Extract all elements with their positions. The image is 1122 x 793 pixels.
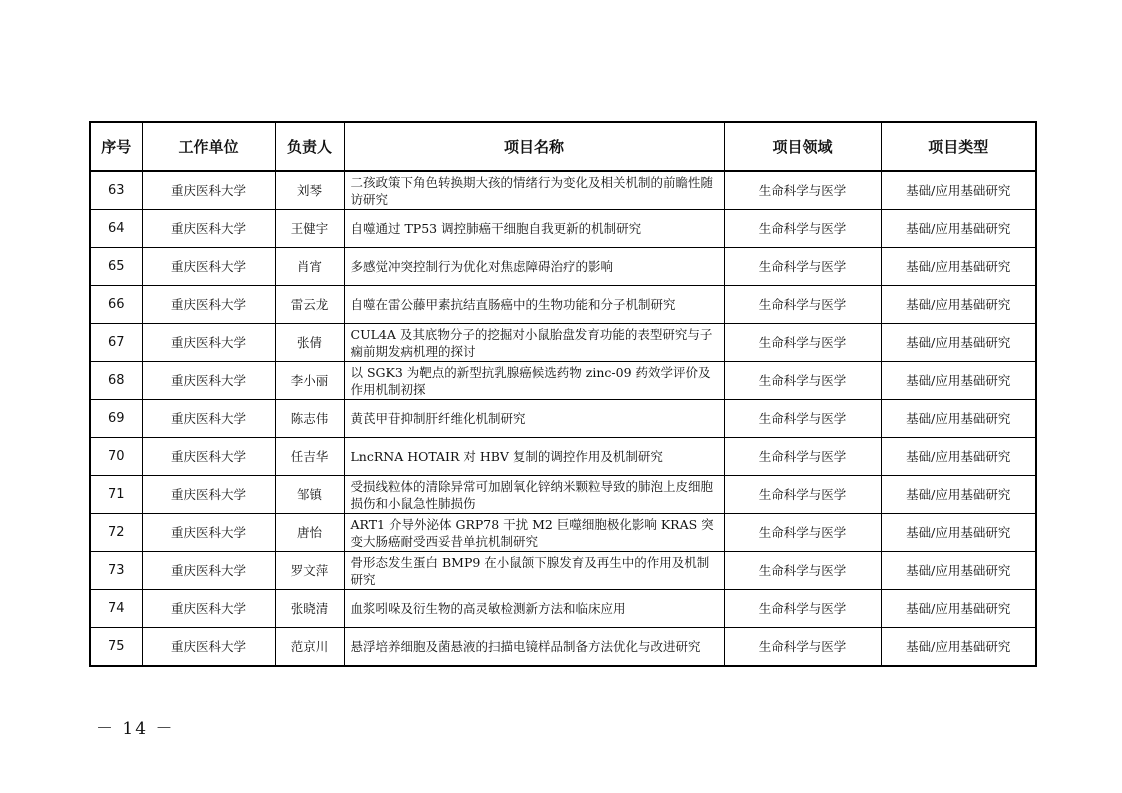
cell-no: 64 xyxy=(90,210,142,248)
cell-leader: 范京川 xyxy=(275,628,344,667)
cell-no: 65 xyxy=(90,248,142,286)
cell-unit: 重庆医科大学 xyxy=(142,324,275,362)
table-row xyxy=(90,362,1036,400)
cell-leader: 唐怡 xyxy=(275,514,344,552)
cell-no: 70 xyxy=(90,438,142,476)
table-row xyxy=(90,171,1036,210)
cell-type: 基础/应用基础研究 xyxy=(881,324,1036,362)
cell-project-name: 骨形态发生蛋白 BMP9 在小鼠颌下腺发育及再生中的作用及机制研究 xyxy=(344,552,724,590)
cell-type: 基础/应用基础研究 xyxy=(881,514,1036,552)
table-row xyxy=(90,552,1036,590)
cell-unit: 重庆医科大学 xyxy=(142,248,275,286)
cell-project-name: 多感觉冲突控制行为优化对焦虑障碍治疗的影响 xyxy=(344,248,724,286)
cell-project-name: CUL4A 及其底物分子的挖掘对小鼠胎盘发育功能的表型研究与子痫前期发病机理的探讨 xyxy=(344,324,724,362)
cell-no: 72 xyxy=(90,514,142,552)
cell-type: 基础/应用基础研究 xyxy=(881,400,1036,438)
cell-leader: 王健宇 xyxy=(275,210,344,248)
cell-no: 66 xyxy=(90,286,142,324)
cell-project-name: 以 SGK3 为靶点的新型抗乳腺癌候选药物 zinc-09 药效学评价及作用机制初探 xyxy=(344,362,724,400)
cell-unit: 重庆医科大学 xyxy=(142,438,275,476)
cell-project-name: 受损线粒体的清除异常可加剧氧化锌纳米颗粒导致的肺泡上皮细胞损伤和小鼠急性肺损伤 xyxy=(344,476,724,514)
cell-no: 75 xyxy=(90,628,142,667)
cell-unit: 重庆医科大学 xyxy=(142,286,275,324)
cell-field: 生命科学与医学 xyxy=(724,514,881,552)
cell-leader: 陈志伟 xyxy=(275,400,344,438)
table-row xyxy=(90,628,1036,667)
cell-type: 基础/应用基础研究 xyxy=(881,362,1036,400)
cell-type: 基础/应用基础研究 xyxy=(881,286,1036,324)
cell-leader: 张晓清 xyxy=(275,590,344,628)
cell-field: 生命科学与医学 xyxy=(724,400,881,438)
header-no: 序号 xyxy=(90,122,142,171)
header-type: 项目类型 xyxy=(881,122,1036,171)
cell-unit: 重庆医科大学 xyxy=(142,628,275,667)
table-header xyxy=(90,122,1036,171)
cell-field: 生命科学与医学 xyxy=(724,438,881,476)
cell-leader: 邹镇 xyxy=(275,476,344,514)
cell-type: 基础/应用基础研究 xyxy=(881,438,1036,476)
cell-no: 69 xyxy=(90,400,142,438)
header-field: 项目领域 xyxy=(724,122,881,171)
cell-field: 生命科学与医学 xyxy=(724,324,881,362)
cell-project-name: 悬浮培养细胞及菌悬液的扫描电镜样品制备方法优化与改进研究 xyxy=(344,628,724,667)
cell-no: 67 xyxy=(90,324,142,362)
cell-project-name: 黄芪甲苷抑制肝纤维化机制研究 xyxy=(344,400,724,438)
cell-type: 基础/应用基础研究 xyxy=(881,628,1036,667)
cell-field: 生命科学与医学 xyxy=(724,362,881,400)
cell-type: 基础/应用基础研究 xyxy=(881,590,1036,628)
table-row xyxy=(90,400,1036,438)
table-row xyxy=(90,210,1036,248)
table-row xyxy=(90,476,1036,514)
cell-unit: 重庆医科大学 xyxy=(142,210,275,248)
table-row xyxy=(90,248,1036,286)
cell-leader: 张倩 xyxy=(275,324,344,362)
cell-unit: 重庆医科大学 xyxy=(142,362,275,400)
cell-unit: 重庆医科大学 xyxy=(142,552,275,590)
cell-project-name: 自噬在雷公藤甲素抗结直肠癌中的生物功能和分子机制研究 xyxy=(344,286,724,324)
cell-field: 生命科学与医学 xyxy=(724,590,881,628)
page-number: － 14 － xyxy=(96,719,175,739)
cell-type: 基础/应用基础研究 xyxy=(881,476,1036,514)
cell-no: 73 xyxy=(90,552,142,590)
cell-field: 生命科学与医学 xyxy=(724,248,881,286)
cell-no: 74 xyxy=(90,590,142,628)
header-leader: 负责人 xyxy=(275,122,344,171)
cell-leader: 雷云龙 xyxy=(275,286,344,324)
cell-leader: 肖宵 xyxy=(275,248,344,286)
cell-no: 68 xyxy=(90,362,142,400)
header-row xyxy=(90,122,1036,171)
cell-unit: 重庆医科大学 xyxy=(142,476,275,514)
cell-type: 基础/应用基础研究 xyxy=(881,210,1036,248)
cell-unit: 重庆医科大学 xyxy=(142,514,275,552)
cell-unit: 重庆医科大学 xyxy=(142,171,275,210)
cell-project-name: 血浆吲哚及衍生物的高灵敏检测新方法和临床应用 xyxy=(344,590,724,628)
table-row xyxy=(90,286,1036,324)
cell-type: 基础/应用基础研究 xyxy=(881,248,1036,286)
cell-field: 生命科学与医学 xyxy=(724,476,881,514)
cell-leader: 罗文萍 xyxy=(275,552,344,590)
cell-type: 基础/应用基础研究 xyxy=(881,171,1036,210)
cell-project-name: ART1 介导外泌体 GRP78 干扰 M2 巨噬细胞极化影响 KRAS 突变大肠癌耐受西妥昔单抗机制研究 xyxy=(344,514,724,552)
cell-unit: 重庆医科大学 xyxy=(142,590,275,628)
cell-leader: 李小丽 xyxy=(275,362,344,400)
cell-leader: 任吉华 xyxy=(275,438,344,476)
table-row xyxy=(90,590,1036,628)
cell-project-name: 自噬通过 TP53 调控肺癌干细胞自我更新的机制研究 xyxy=(344,210,724,248)
cell-project-name: LncRNA HOTAIR 对 HBV 复制的调控作用及机制研究 xyxy=(344,438,724,476)
table-body xyxy=(90,171,1036,666)
cell-project-name: 二孩政策下角色转换期大孩的情绪行为变化及相关机制的前瞻性随访研究 xyxy=(344,171,724,210)
cell-field: 生命科学与医学 xyxy=(724,552,881,590)
project-table xyxy=(89,121,1037,667)
cell-field: 生命科学与医学 xyxy=(724,210,881,248)
cell-unit: 重庆医科大学 xyxy=(142,400,275,438)
cell-field: 生命科学与医学 xyxy=(724,171,881,210)
cell-field: 生命科学与医学 xyxy=(724,628,881,667)
cell-leader: 刘琴 xyxy=(275,171,344,210)
cell-type: 基础/应用基础研究 xyxy=(881,552,1036,590)
header-unit: 工作单位 xyxy=(142,122,275,171)
header-project-name: 项目名称 xyxy=(344,122,724,171)
table-row xyxy=(90,438,1036,476)
table-row xyxy=(90,324,1036,362)
table-row xyxy=(90,514,1036,552)
cell-no: 63 xyxy=(90,171,142,210)
cell-no: 71 xyxy=(90,476,142,514)
cell-field: 生命科学与医学 xyxy=(724,286,881,324)
